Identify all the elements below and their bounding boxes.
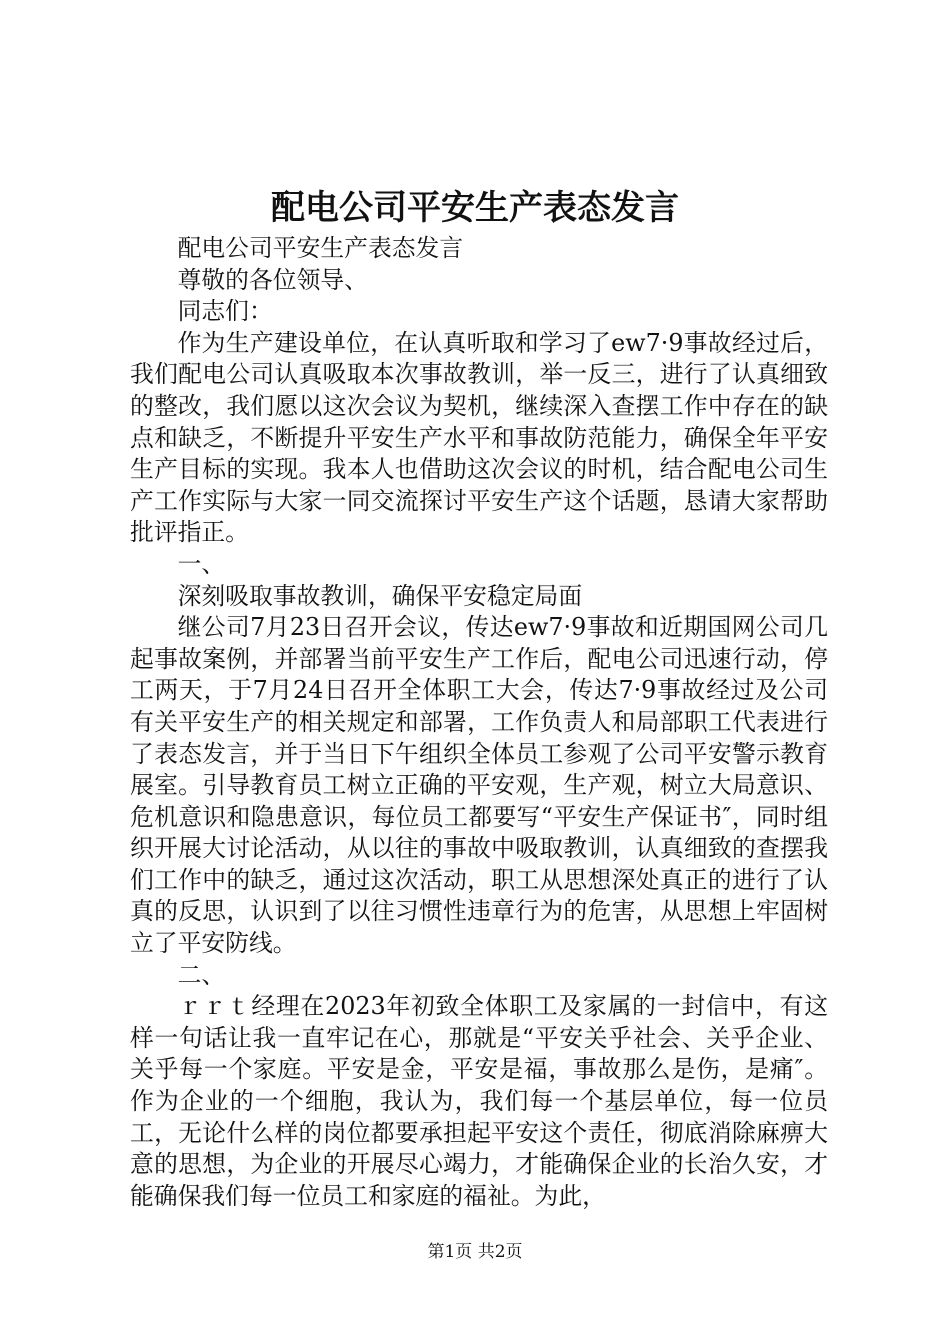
- section-heading-1: 深刻吸取事故教训，确保平安稳定局面: [177, 581, 583, 610]
- paragraph-section-2: ｒｒｔ经理在2023年初致全体职工及家属的一封信中，有这样一句话让我一直牢记在心，那就是“平安关乎社会、关乎企业、关乎每一个家庭。平安是金，平安是福，事故那么是伤，是痛″。作为企业的一个细胞，我认为，我们每一个基层单位，每一位员工，无论什么样的岗位都要承担起平安这个责任，彻底消除麻痹大意的思想，为企业的开展尽心竭力，才能确保企业的长治久安，才能确保我们每一位员工和家庭的福祉。为此，: [130, 992, 828, 1210]
- paragraph-salutation-2: 同志们：: [177, 297, 273, 326]
- section-number-1: 一、: [177, 549, 226, 578]
- paragraph-section-1: 继公司7月23日召开会议，传达ew7·9事故和近期国网公司几起事故案例，并部署当前平安生产工作后，配电公司迅速行动，停工两天，于7月24日召开全体职工大会，传达7·9事故经过及公司有关平安生产的相关规定和部署，工作负责人和局部职工代表进行了表态发言，并于当日下午组织全体员工参观了公司平安警示教育展室。引导教育员工树立正确的平安观，生产观，树立大局意识、危机意识和隐患意识，每位员工都要写“平安生产保证书″，同时组织开展大讨论活动，从以往的事故中吸取教训，认真细致的查摆我们工作中的缺乏，通过这次活动，职工从思想深处真正的进行了认真的反思，认识到了以往习惯性违章行为的危害，从思想上牢固树立了平安防线。: [130, 613, 828, 958]
- paragraph-salutation: 尊敬的各位领导、: [177, 265, 368, 294]
- page-footer: 第1页 共2页: [427, 1242, 523, 1262]
- paragraph-subtitle: 配电公司平安生产表态发言: [177, 234, 464, 262]
- paragraph-intro: 作为生产建设单位，在认真听取和学习了ew7·9事故经过后，我们配电公司认真吸取本次事故教训，举一反三，进行了认真细致的整改，我们愿以这次会议为契机，继续深入查摆工作中存在的缺点和缺乏，不断提升平安生产水平和事故防范能力，确保全年平安生产目标的实现。我本人也借助这次会议的时机，结合配电公司生产工作实际与大家一同交流探讨平安生产这个话题，恳请大家帮助批评指正。: [130, 328, 828, 547]
- document-title: 配电公司平安生产表态发言: [271, 188, 679, 228]
- section-number-2: 二、: [177, 960, 226, 989]
- document-body: [130, 233, 828, 1212]
